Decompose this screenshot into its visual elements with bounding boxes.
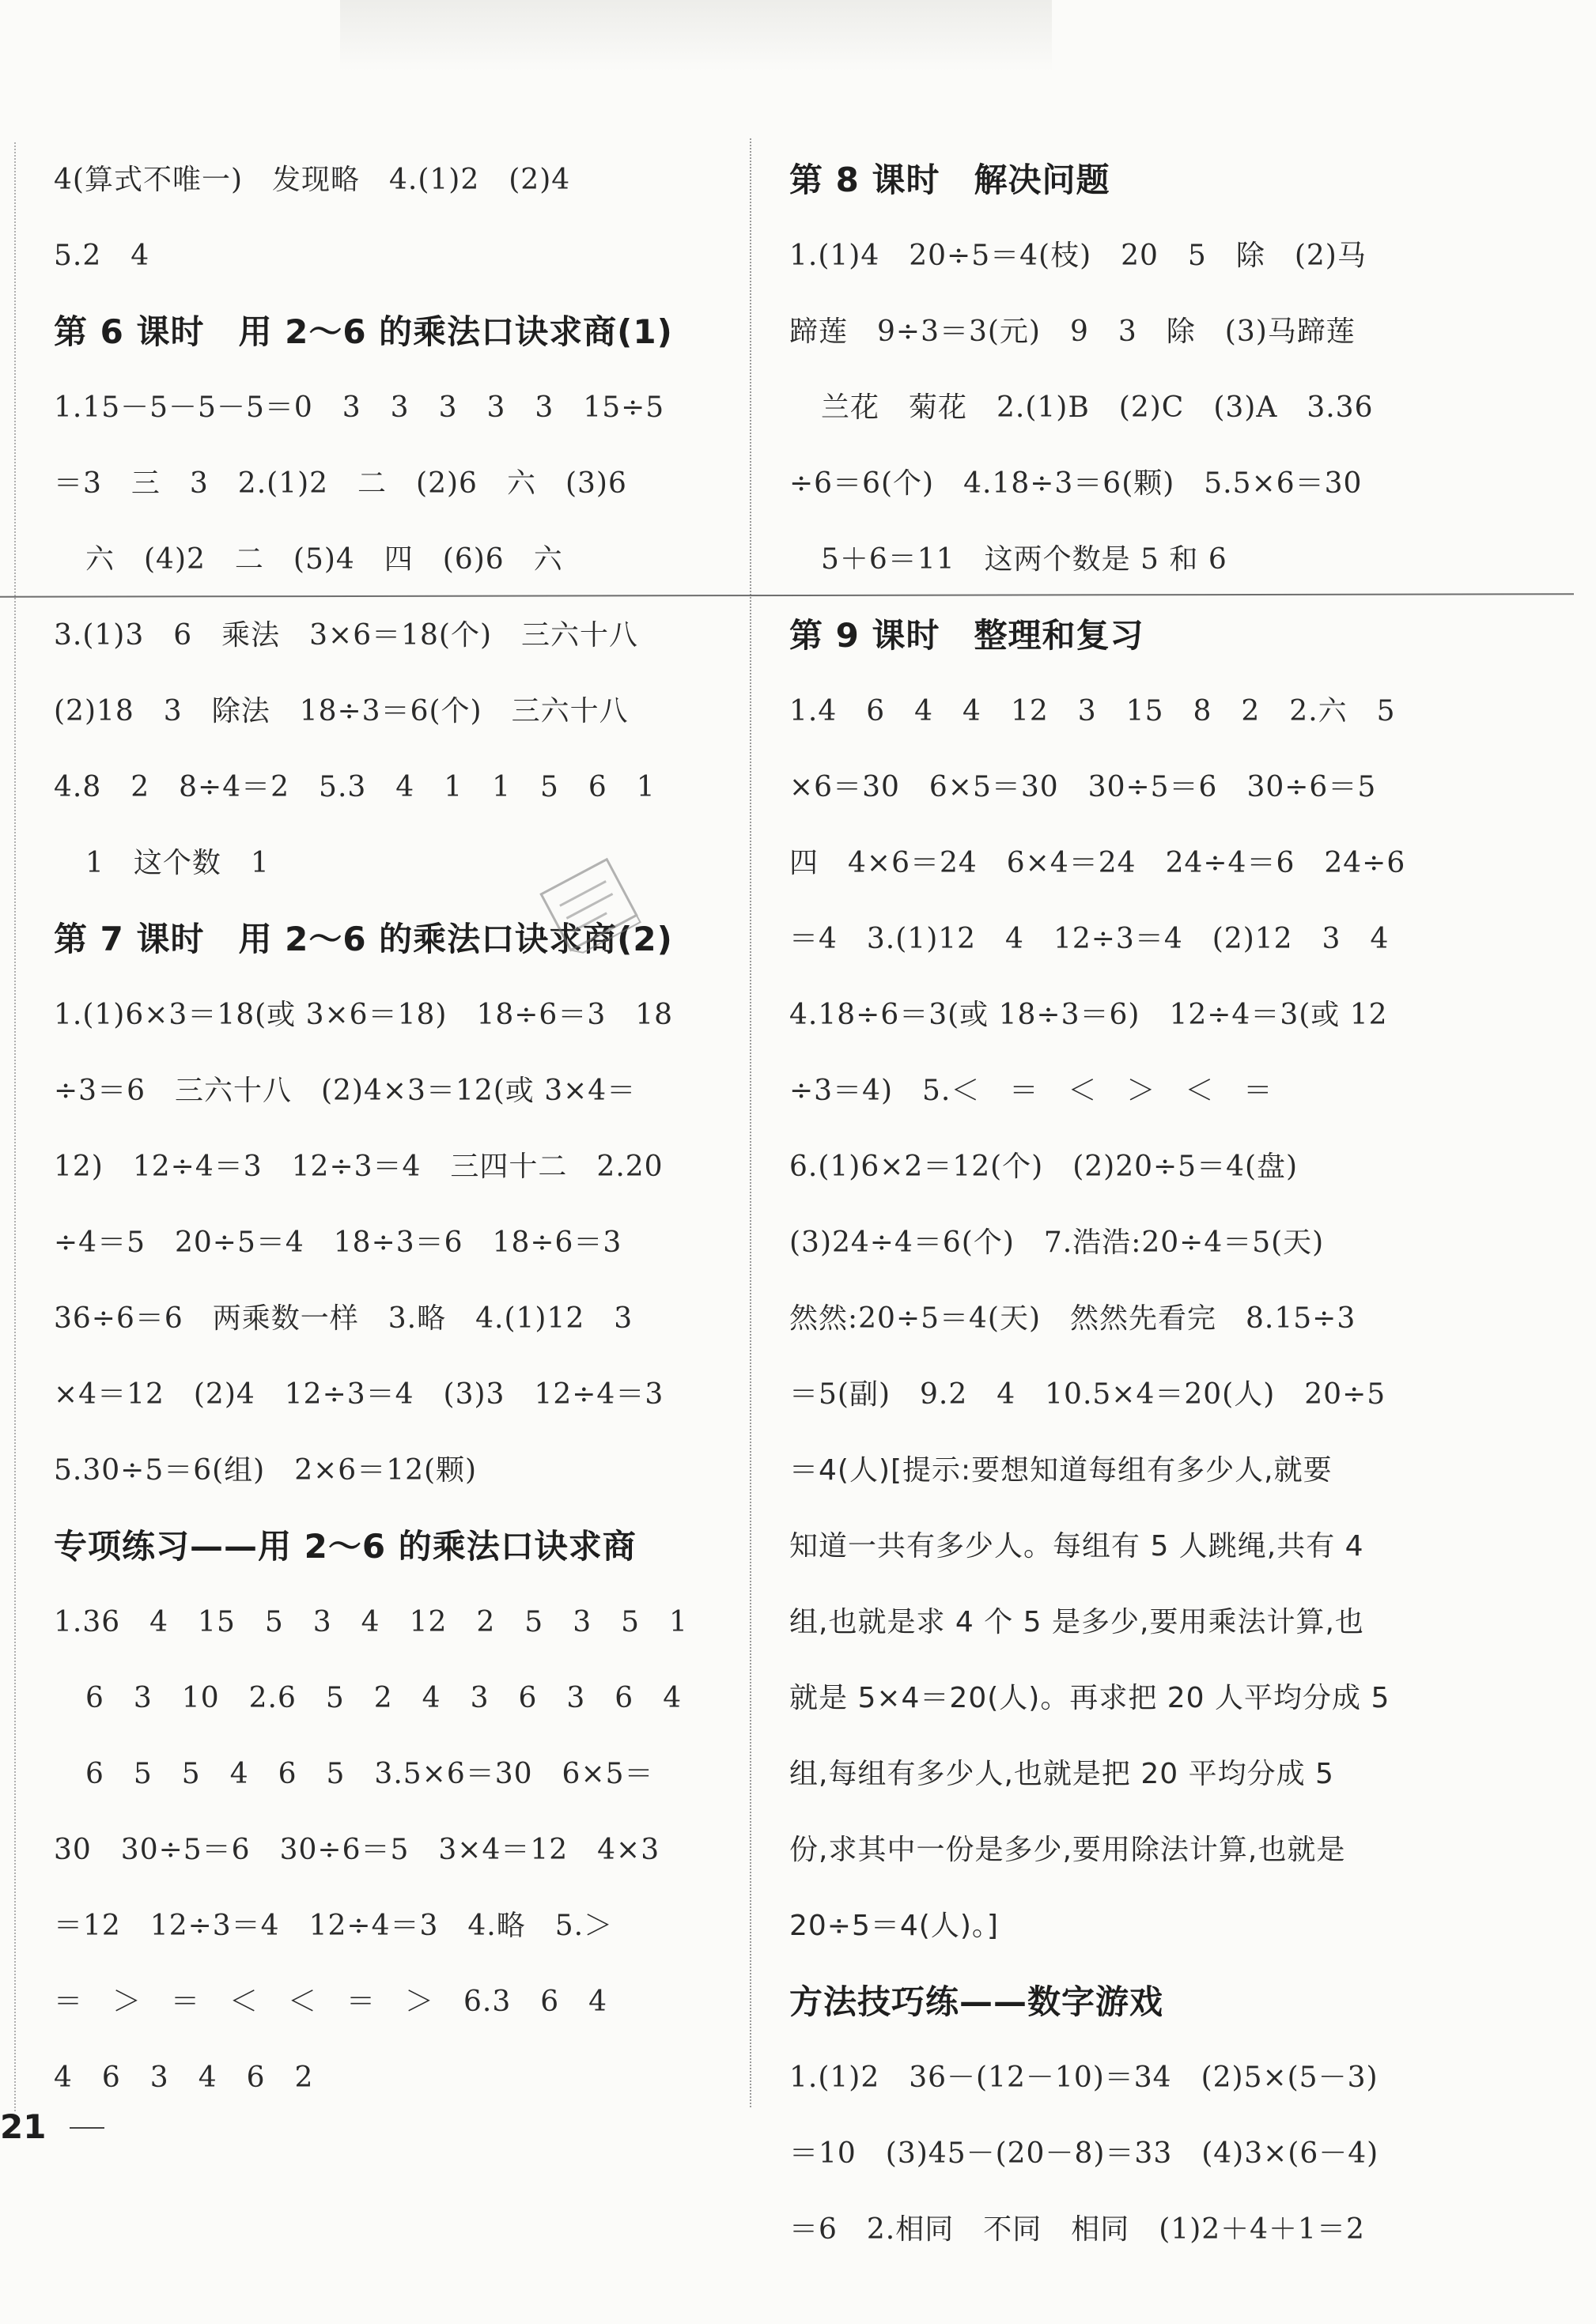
answer-line: 5.2 4 [54, 240, 150, 272]
answer-line: 6 5 5 4 6 5 3.5×6＝30 6×5＝ [85, 1758, 654, 1790]
answer-line: 1.(1)2 36－(12－10)＝34 (2)5×(5－3) [789, 2061, 1379, 2094]
answer-line: ＝4 3.(1)12 4 12÷3＝4 (2)12 3 4 [789, 923, 1390, 955]
hint-line: 组,也就是求 4 个 5 是多少,要用乘法计算,也 [789, 1606, 1364, 1638]
section-heading: 方法技巧练——数字游戏 [789, 1982, 1164, 2021]
right-column [789, 142, 1454, 2268]
answer-line: 1.(1)6×3＝18(或 3×6＝18) 18÷6＝3 18 [54, 999, 674, 1031]
section-heading: 第 9 课时 整理和复习 [789, 616, 1144, 655]
answer-line: (3)24÷4＝6(个) 7.浩浩:20÷4＝5(天) [789, 1226, 1325, 1259]
hint-line: 份,求其中一份是多少,要用除法计算,也就是 [789, 1834, 1346, 1866]
hint-line: 20÷5＝4(人)。] [789, 1910, 999, 1942]
section-heading: 第 8 课时 解决问题 [789, 161, 1110, 199]
left-column [54, 142, 718, 2116]
answer-line: 1.(1)4 20÷5＝4(枝) 20 5 除 (2)马 [789, 240, 1367, 272]
column-divider [750, 138, 751, 2107]
answer-line: 然然:20÷5＝4(天) 然然先看完 8.15÷3 [789, 1302, 1356, 1335]
answer-line: 蹄莲 9÷3＝3(元) 9 3 除 (3)马蹄莲 [789, 316, 1356, 348]
answer-line: ＝ ＞ ＝ ＜ ＜ ＝ ＞ 6.3 6 4 [54, 1986, 608, 2018]
answer-line: 6.(1)6×2＝12(个) (2)20÷5＝4(盘) [789, 1151, 1299, 1183]
answer-line: ÷3＝6 三六十八 (2)4×3＝12(或 3×4＝ [54, 1075, 637, 1107]
answer-line: 1.36 4 15 5 3 4 12 2 5 3 5 1 [54, 1606, 688, 1638]
page-number-dash [70, 2127, 104, 2129]
answer-line: 4(算式不唯一) 发现略 4.(1)2 (2)4 [54, 164, 571, 196]
answer-line: ＝10 (3)45－(20－8)＝33 (4)3×(6－4) [789, 2137, 1379, 2170]
answer-line: ÷3＝4) 5.＜ ＝ ＜ ＞ ＜ ＝ [789, 1075, 1273, 1107]
answer-line: 4.8 2 8÷4＝2 5.3 4 1 1 5 6 1 [54, 771, 656, 803]
section-heading: 第 7 课时 用 2～6 的乘法口诀求商(2) [54, 920, 673, 958]
hint-line: 就是 5×4＝20(人)。再求把 20 人平均分成 5 [789, 1682, 1390, 1714]
answer-line: ＝5(副) 9.2 4 10.5×4＝20(人) 20÷5 [789, 1378, 1386, 1411]
answer-line: 3.(1)3 6 乘法 3×6＝18(个) 三六十八 [54, 619, 639, 652]
answer-line: ×6＝30 6×5＝30 30÷5＝6 30÷6＝5 [789, 771, 1377, 803]
section-heading: 专项练习——用 2～6 的乘法口诀求商 [54, 1527, 637, 1566]
answer-line: 5＋6＝11 这两个数是 5 和 6 [821, 543, 1227, 576]
answer-line: ＝12 12÷3＝4 12÷4＝3 4.略 5.＞ [54, 1910, 614, 1942]
answer-line: ÷6＝6(个) 4.18÷3＝6(颗) 5.5×6＝30 [789, 467, 1363, 500]
answer-line: ÷4＝5 20÷5＝4 18÷3＝6 18÷6＝3 [54, 1226, 622, 1259]
answer-line: 1 这个数 1 [85, 847, 270, 879]
scan-smudge [340, 0, 1052, 71]
answer-line: 兰花 菊花 2.(1)B (2)C (3)A 3.36 [821, 391, 1374, 424]
hint-line: 组,每组有多少人,也就是把 20 平均分成 5 [789, 1758, 1334, 1790]
page-number: 21 [0, 2107, 47, 2146]
answer-line: 1.4 6 4 4 12 3 15 8 2 2.六 5 [789, 695, 1396, 727]
answer-line: ＝6 2.相同 不同 相同 (1)2＋4＋1＝2 [789, 2213, 1365, 2246]
answer-line: 1.15－5－5－5＝0 3 3 3 3 3 15÷5 [54, 391, 665, 424]
answer-line: 4.18÷6＝3(或 18÷3＝6) 12÷4＝3(或 12 [789, 999, 1388, 1031]
answer-line: (2)18 3 除法 18÷3＝6(个) 三六十八 [54, 695, 629, 727]
answer-line: 6 3 10 2.6 5 2 4 3 6 3 6 4 [85, 1682, 683, 1714]
answer-line: 四 4×6＝24 6×4＝24 24÷4＝6 24÷6 [789, 847, 1406, 879]
answer-line: 12) 12÷4＝3 12÷3＝4 三四十二 2.20 [54, 1151, 664, 1183]
answer-line: ＝3 三 3 2.(1)2 二 (2)6 六 (3)6 [54, 467, 627, 500]
answer-line: 4 6 3 4 6 2 [54, 2061, 314, 2094]
answer-line: ×4＝12 (2)4 12÷3＝4 (3)3 12÷4＝3 [54, 1378, 664, 1411]
answer-line: 30 30÷5＝6 30÷6＝5 3×4＝12 4×3 [54, 1834, 660, 1866]
left-margin-rule [14, 142, 16, 2111]
hint-line: ＝4(人)[提示:要想知道每组有多少人,就要 [789, 1454, 1333, 1487]
section-heading: 第 6 课时 用 2～6 的乘法口诀求商(1) [54, 312, 673, 351]
answer-line: 5.30÷5＝6(组) 2×6＝12(颗) [54, 1454, 478, 1487]
answer-line: 六 (4)2 二 (5)4 四 (6)6 六 [85, 543, 563, 576]
hint-line: 知道一共有多少人。每组有 5 人跳绳,共有 4 [789, 1530, 1364, 1563]
answer-line: 36÷6＝6 两乘数一样 3.略 4.(1)12 3 [54, 1302, 633, 1335]
